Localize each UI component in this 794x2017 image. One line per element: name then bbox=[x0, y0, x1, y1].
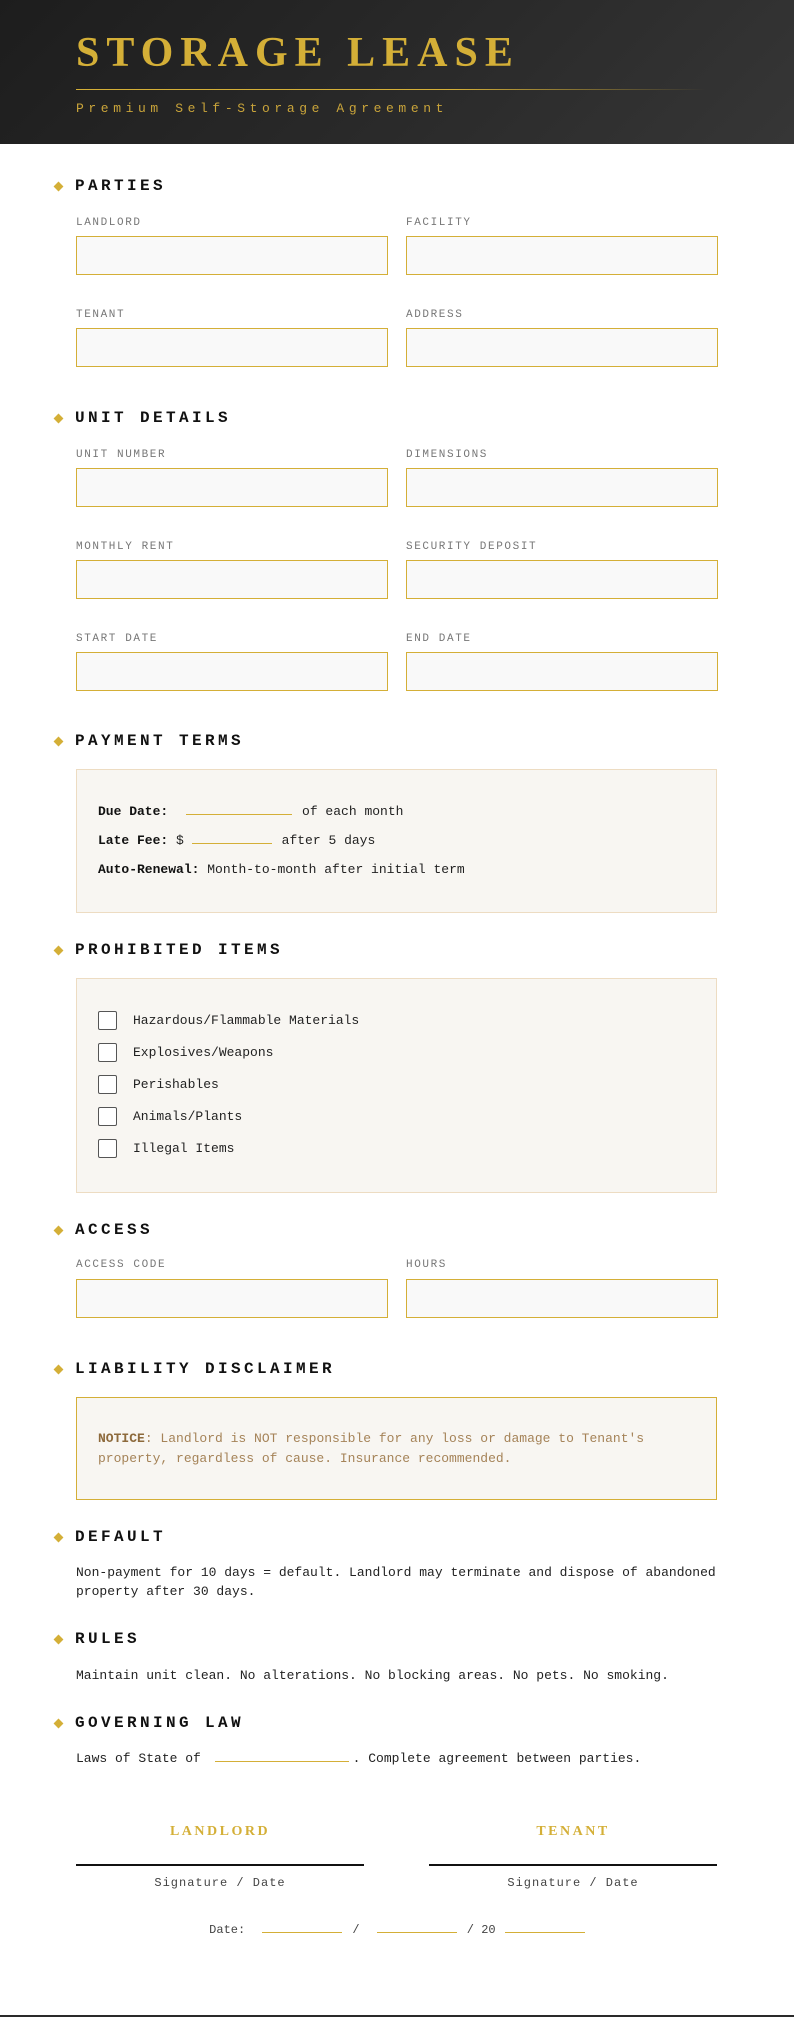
due-date-label: Due Date: bbox=[98, 804, 169, 819]
tenant-label: TENANT bbox=[76, 309, 126, 321]
start-date-field[interactable] bbox=[76, 652, 388, 691]
prohibited-item bbox=[98, 1043, 273, 1062]
dimensions-field[interactable] bbox=[406, 468, 718, 507]
date-day-blank[interactable] bbox=[377, 1923, 457, 1933]
checkbox[interactable] bbox=[98, 1075, 117, 1094]
diamond-bullet-icon bbox=[54, 1225, 64, 1235]
security-deposit-label: SECURITY DEPOSIT bbox=[406, 541, 538, 553]
state-blank[interactable] bbox=[215, 1751, 349, 1762]
tenant-signature-caption: Signature / Date bbox=[507, 1876, 639, 1890]
section-heading-payment-terms bbox=[54, 729, 244, 753]
diamond-bullet-icon bbox=[54, 736, 64, 746]
section-title: PAYMENT TERMS bbox=[75, 732, 245, 750]
diamond-bullet-icon bbox=[54, 945, 64, 955]
late-fee-label: Late Fee: bbox=[98, 833, 169, 848]
auto-renewal-label: Auto-Renewal: bbox=[98, 862, 200, 877]
default-text: Non-payment for 10 days = default. Landlord may terminate and dispose of abandoned property after 30 days. bbox=[76, 1565, 716, 1599]
payment-terms-box bbox=[76, 769, 717, 913]
section-heading-parties bbox=[54, 174, 166, 198]
section-heading-rules bbox=[54, 1627, 140, 1651]
unit-number-field[interactable] bbox=[76, 468, 388, 507]
date-month-blank[interactable] bbox=[262, 1923, 342, 1933]
date-year-prefix: / 20 bbox=[466, 1923, 496, 1937]
notice-text: : Landlord is NOT responsible for any loss or damage to Tenant's property, regardless of cause. Insurance recommended. bbox=[98, 1431, 645, 1466]
tenant-signature-role: TENANT bbox=[536, 1824, 610, 1839]
prohibited-item-label: Explosives/Weapons bbox=[133, 1045, 274, 1060]
document-header bbox=[0, 0, 794, 144]
due-date-blank[interactable] bbox=[186, 804, 292, 815]
prohibited-item-label: Illegal Items bbox=[133, 1141, 235, 1156]
address-label: ADDRESS bbox=[406, 309, 464, 321]
date-label: Date: bbox=[209, 1923, 246, 1937]
facility-label: FACILITY bbox=[406, 217, 472, 229]
section-title: PARTIES bbox=[75, 177, 167, 195]
prohibited-item bbox=[98, 1075, 219, 1094]
due-date-suffix: of each month bbox=[302, 804, 404, 819]
monthly-rent-label: MONTHLY RENT bbox=[76, 541, 175, 553]
security-deposit-field[interactable] bbox=[406, 560, 718, 599]
prohibited-item-label: Perishables bbox=[133, 1077, 219, 1092]
prohibited-item bbox=[98, 1139, 234, 1158]
checkbox[interactable] bbox=[98, 1043, 117, 1062]
late-fee-line bbox=[98, 833, 375, 848]
landlord-field[interactable] bbox=[76, 236, 388, 275]
diamond-bullet-icon bbox=[54, 1634, 64, 1644]
governing-law-prefix: Laws of State of bbox=[76, 1751, 201, 1766]
diamond-bullet-icon bbox=[54, 413, 64, 423]
unit-number-label: UNIT NUMBER bbox=[76, 449, 167, 461]
hours-field[interactable] bbox=[406, 1279, 718, 1318]
diamond-bullet-icon bbox=[54, 1364, 64, 1374]
prohibited-item-label: Hazardous/Flammable Materials bbox=[133, 1013, 360, 1028]
address-field[interactable] bbox=[406, 328, 718, 367]
late-fee-blank[interactable] bbox=[192, 833, 272, 844]
section-heading-liability bbox=[54, 1357, 335, 1381]
landlord-signature-line[interactable] bbox=[76, 1864, 364, 1866]
header-divider bbox=[76, 89, 706, 90]
end-date-label: END DATE bbox=[406, 633, 472, 645]
start-date-label: START DATE bbox=[76, 633, 159, 645]
governing-law-suffix: . Complete agreement between parties. bbox=[352, 1751, 642, 1766]
section-title: LIABILITY DISCLAIMER bbox=[75, 1360, 336, 1378]
prohibited-item bbox=[98, 1107, 242, 1126]
liability-notice bbox=[76, 1397, 717, 1500]
late-fee-suffix: after 5 days bbox=[281, 833, 376, 848]
checkbox[interactable] bbox=[98, 1011, 117, 1030]
access-code-field[interactable] bbox=[76, 1279, 388, 1318]
end-date-field[interactable] bbox=[406, 652, 718, 691]
prohibited-items-box bbox=[76, 978, 717, 1193]
landlord-signature-role: LANDLORD bbox=[169, 1824, 271, 1839]
section-heading-prohibited-items bbox=[54, 938, 283, 962]
monthly-rent-field[interactable] bbox=[76, 560, 388, 599]
notice-label: NOTICE bbox=[98, 1431, 145, 1446]
section-heading-access bbox=[54, 1218, 153, 1242]
section-heading-unit-details bbox=[54, 406, 231, 430]
section-heading-governing-law bbox=[54, 1711, 244, 1735]
prohibited-item bbox=[98, 1011, 359, 1030]
tenant-field[interactable] bbox=[76, 328, 388, 367]
hours-label: HOURS bbox=[406, 1259, 448, 1271]
diamond-bullet-icon bbox=[54, 181, 64, 191]
document-title: STORAGE LEASE bbox=[76, 30, 520, 76]
currency-symbol: $ bbox=[176, 833, 184, 848]
document-subtitle: Premium Self-Storage Agreement bbox=[76, 101, 449, 116]
rules-text: Maintain unit clean. No alterations. No blocking areas. No pets. No smoking. bbox=[76, 1668, 669, 1683]
auto-renewal-text: Month-to-month after initial term bbox=[207, 862, 465, 877]
date-separator: / bbox=[352, 1923, 360, 1937]
landlord-signature-caption: Signature / Date bbox=[154, 1876, 286, 1890]
dimensions-label: DIMENSIONS bbox=[406, 449, 489, 461]
landlord-label: LANDLORD bbox=[76, 217, 142, 229]
section-title: ACCESS bbox=[75, 1221, 154, 1239]
diamond-bullet-icon bbox=[54, 1532, 64, 1542]
governing-law-text bbox=[76, 1749, 726, 1768]
access-code-label: ACCESS CODE bbox=[76, 1259, 167, 1271]
section-title: DEFAULT bbox=[75, 1528, 167, 1546]
section-title: UNIT DETAILS bbox=[75, 409, 232, 427]
diamond-bullet-icon bbox=[54, 1718, 64, 1728]
section-heading-default bbox=[54, 1525, 166, 1549]
section-title: PROHIBITED ITEMS bbox=[75, 941, 284, 959]
due-date-line bbox=[98, 804, 403, 819]
date-year-blank[interactable] bbox=[505, 1923, 585, 1933]
prohibited-item-label: Animals/Plants bbox=[133, 1109, 243, 1124]
section-title: RULES bbox=[75, 1630, 141, 1648]
auto-renewal-line bbox=[98, 862, 465, 877]
tenant-signature-line[interactable] bbox=[429, 1864, 717, 1866]
checkbox[interactable] bbox=[98, 1139, 117, 1158]
section-title: GOVERNING LAW bbox=[75, 1714, 245, 1732]
facility-field[interactable] bbox=[406, 236, 718, 275]
date-line bbox=[0, 1923, 794, 1937]
checkbox[interactable] bbox=[98, 1107, 117, 1126]
